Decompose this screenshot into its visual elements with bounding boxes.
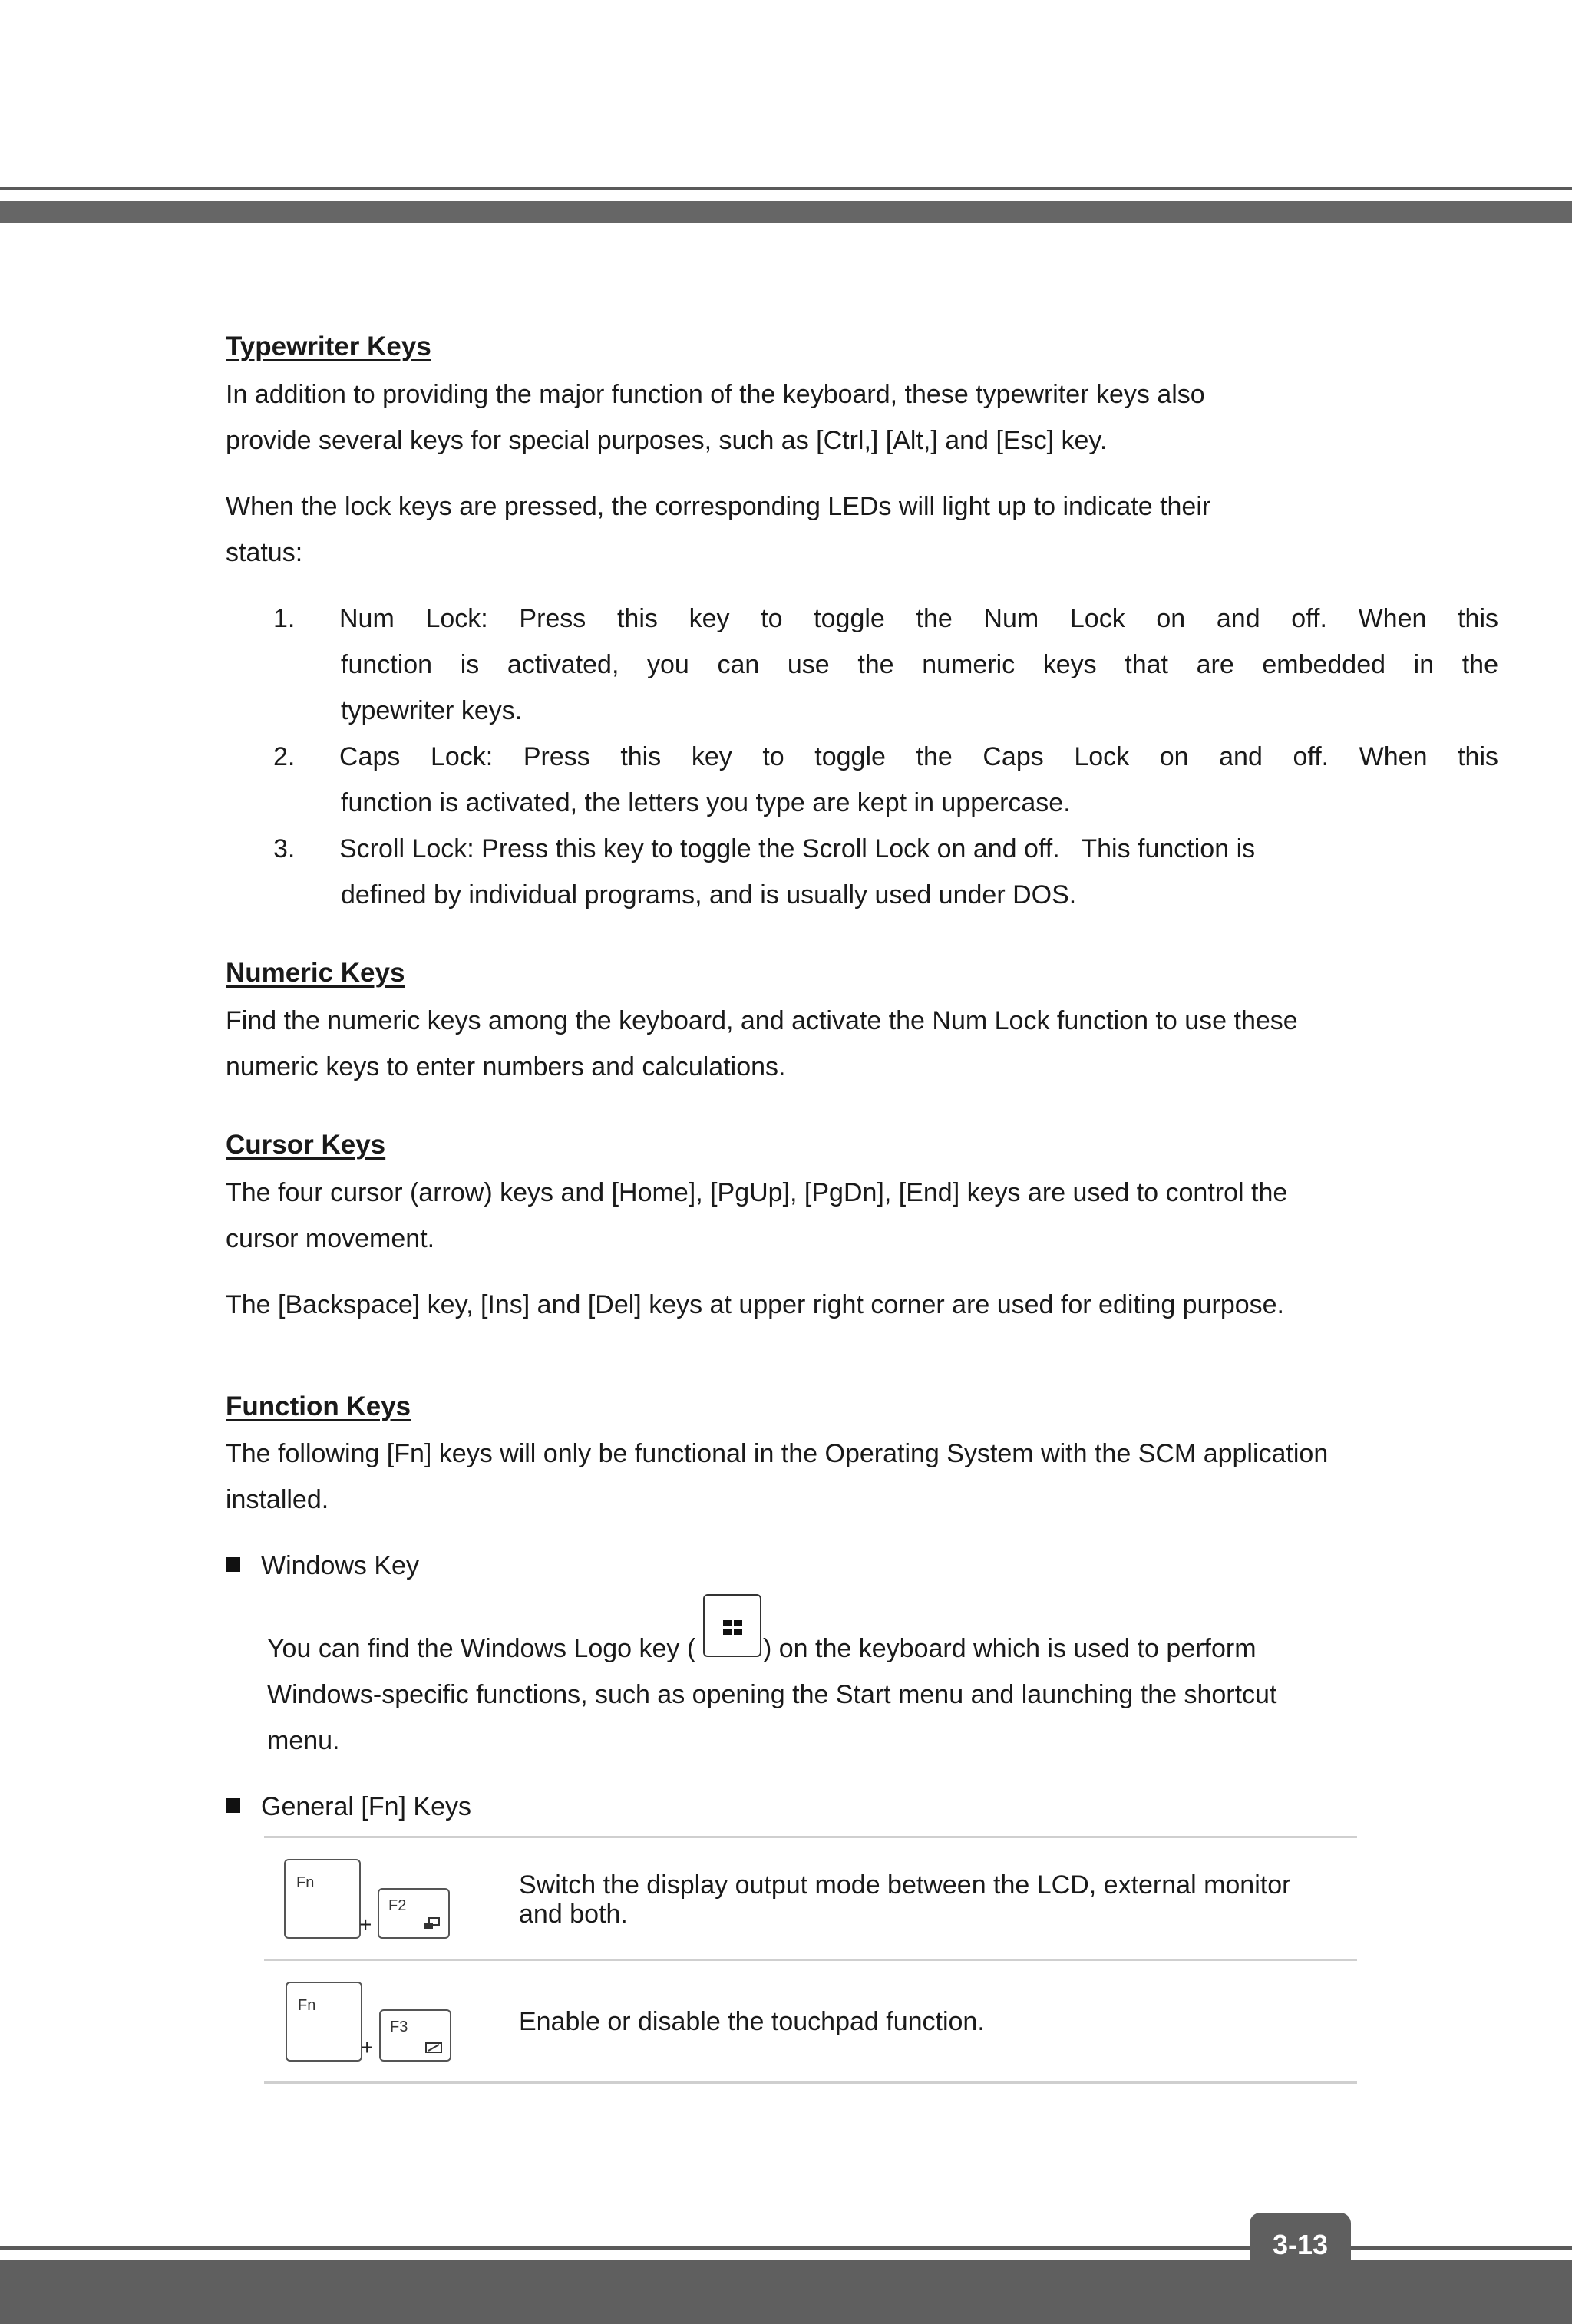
function-line-1: The following [Fn] keys will only be functional in the Operating System with the SCM application (226, 1439, 1329, 1468)
header-rule-bar (0, 201, 1572, 223)
list-item-line: function is activated, you can use the numeric keys that are embedded in the (341, 650, 1498, 679)
windows-line-2: Windows-specific functions, such as opening the Start menu and launching the shortcut (267, 1680, 1277, 1709)
windows-line-1a: You can find the Windows Logo key ( (267, 1634, 696, 1663)
bullet-square-icon (226, 1798, 240, 1813)
cursor-line-1: The four cursor (arrow) keys and [Home], [PgUp], [PgDn], [End] keys are used to control the (226, 1178, 1288, 1207)
list-item-number: 1. (273, 604, 296, 633)
list-item-line: Caps Lock: Press this key to toggle the Caps Lock on and off. When this (339, 742, 1498, 771)
windows-logo-key-icon (703, 1594, 761, 1657)
windows-line-3: menu. (267, 1726, 340, 1755)
general-fn-keys-label: General [Fn] Keys (261, 1792, 472, 1821)
fn-f2-description-line-2: and both. (519, 1900, 628, 1929)
list-item-line: function is activated, the letters you type are kept in uppercase. (341, 788, 1071, 817)
fn-f3-description: Enable or disable the touchpad function. (519, 2007, 985, 2036)
list-item-number: 2. (273, 742, 296, 771)
page-number: 3-13 (1272, 2229, 1329, 2260)
list-item-line: typewriter keys. (341, 696, 523, 725)
list-item-line: defined by individual programs, and is usually used under DOS. (341, 880, 1077, 909)
plus-sign: + (359, 1913, 372, 1936)
general-fn-keys-bullet (226, 1791, 471, 1822)
windows-key-label: Windows Key (261, 1551, 419, 1580)
cursor-keys-heading: Cursor Keys (226, 1130, 386, 1160)
windows-logo-icon (723, 1620, 743, 1636)
windows-line-1b: ) on the keyboard which is used to perform (763, 1634, 1257, 1663)
touchpad-icon (425, 2042, 442, 2054)
numeric-line-2: numeric keys to enter numbers and calculations. (226, 1052, 786, 1081)
fn-key-icon: Fn (284, 1859, 361, 1939)
plus-sign: + (361, 2035, 374, 2059)
header-rule-thin (0, 187, 1572, 190)
function-line-2: installed. (226, 1485, 329, 1514)
table-rule (264, 1836, 1357, 1838)
typewriter-paragraph-2-line-1: When the lock keys are pressed, the corresponding LEDs will light up to indicate their (226, 492, 1211, 521)
typewriter-paragraph-1-line-2: provide several keys for special purposes, such as [Ctrl,] [Alt,] and [Esc] key. (226, 426, 1108, 455)
table-rule (264, 1959, 1357, 1961)
numeric-keys-heading: Numeric Keys (226, 958, 405, 988)
cursor-line-3: The [Backspace] key, [Ins] and [Del] keys at upper right corner are used for editing purpose. (226, 1290, 1284, 1319)
typewriter-paragraph-1-line-1: In addition to providing the major function of the keyboard, these typewriter keys also (226, 380, 1205, 409)
page-number-tab (1250, 2213, 1351, 2277)
f3-key-icon: F3 (379, 2009, 451, 2062)
function-keys-heading: Function Keys (226, 1391, 411, 1421)
list-item-line: Num Lock: Press this key to toggle the Num Lock on and off. When this (339, 604, 1498, 633)
windows-key-bullet (226, 1550, 419, 1581)
fn-f2-description-line-1: Switch the display output mode between the LCD, external monitor (519, 1870, 1291, 1900)
typewriter-keys-heading: Typewriter Keys (226, 332, 431, 361)
f2-key-icon: F2 (378, 1888, 450, 1939)
typewriter-paragraph-2-line-2: status: (226, 538, 303, 567)
cursor-line-2: cursor movement. (226, 1224, 435, 1253)
numeric-line-1: Find the numeric keys among the keyboard, and activate the Num Lock function to use these (226, 1006, 1298, 1035)
table-rule (264, 2081, 1357, 2084)
bullet-square-icon (226, 1557, 240, 1572)
fn-key-icon: Fn (286, 1982, 362, 2062)
list-item-number: 3. (273, 834, 296, 863)
display-switch-icon (424, 1917, 441, 1931)
list-item-line: Scroll Lock: Press this key to toggle the Scroll Lock on and off. This function is (339, 834, 1256, 863)
